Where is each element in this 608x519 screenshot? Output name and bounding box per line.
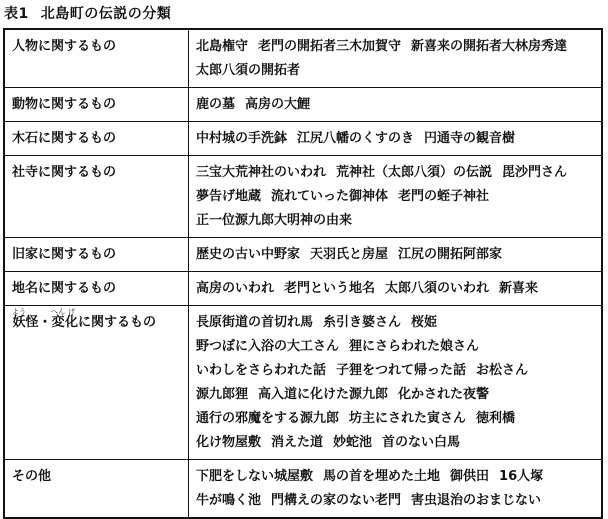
legend-item: 門構えの家のない老門 (271, 493, 402, 508)
legend-item: お松さん (476, 363, 529, 378)
items-cell (189, 88, 603, 122)
category-cell: その他 (4, 460, 189, 519)
legend-item: 子狸をつれて帰った話 (336, 363, 467, 378)
legend-item: 歴史の古い中野家 (196, 247, 301, 262)
legend-item: 牛が鳴く池 (196, 493, 262, 508)
legend-item: 太郎八須の開拓者 (196, 63, 301, 78)
items-cell (189, 460, 603, 519)
legend-item: 円通寺の観音樹 (424, 131, 516, 146)
legend-item: 太郎八須のいわれ (385, 281, 490, 296)
legend-item: 妙蛇池 (333, 435, 373, 450)
items-cell (189, 272, 603, 306)
table-caption (4, 3, 171, 23)
legend-item: 野つぼに入浴の大工さん (196, 339, 340, 354)
table-row (4, 306, 602, 460)
legend-item: 通行の邪魔をする源九郎 (196, 411, 340, 426)
legend-item: 鹿の墓 (196, 97, 236, 112)
category-cell: 妖よう怪・変へん化げに関するもの (4, 306, 189, 460)
category-cell: 旧家に関するもの (4, 238, 189, 272)
legend-item: 荒神社（太郎八須）の伝説 (336, 165, 493, 180)
table-row (4, 238, 602, 272)
legend-item: 徳利橋 (476, 411, 516, 426)
legend-item: 新喜来 (499, 281, 539, 296)
legend-item: 源九郎狸 (196, 387, 249, 402)
table-row (4, 156, 602, 238)
table-number: 表1 (4, 6, 29, 22)
category-cell: 人物に関するもの (4, 29, 189, 88)
legend-item: 坊主にされた寅さん (349, 411, 467, 426)
legend-item: 首のない白馬 (382, 435, 461, 450)
items-cell (189, 306, 603, 460)
legend-item: 狸にさらわれた娘さん (349, 339, 480, 354)
legend-item: 江尻八幡のくすのき (297, 131, 415, 146)
legend-item: 老門の蛭子神社 (398, 189, 490, 204)
legend-item: 害虫退治のおまじない (411, 493, 542, 508)
legend-item: 江尻の開拓阿部家 (398, 247, 503, 262)
legend-item: 三宝大荒神社のいわれ (196, 165, 327, 180)
legend-item: 北島権守 (196, 39, 249, 54)
legend-item: 高房のいわれ (196, 281, 275, 296)
items-cell (189, 238, 603, 272)
legend-item: 化け物屋敷 (196, 435, 262, 450)
table-row (4, 29, 602, 88)
table-title: 北島町の伝説の分類 (40, 6, 172, 22)
table-row (4, 88, 602, 122)
legend-item: 中村城の手洗鉢 (196, 131, 288, 146)
legend-item: 老門の開拓者三木加賀守 (258, 39, 402, 54)
table-row (4, 272, 602, 306)
legend-item: 消えた道 (271, 435, 324, 450)
legend-item: 新喜来の開拓者大林房秀達 (411, 39, 568, 54)
legend-item: 糸引き婆さん (323, 315, 402, 330)
legend-item: 夢告げ地蔵 (196, 189, 262, 204)
table-row (4, 122, 602, 156)
category-cell: 木石に関するもの (4, 122, 189, 156)
legend-item: 高入道に化けた源九郎 (258, 387, 389, 402)
legend-item: 毘沙門さん (502, 165, 568, 180)
legend-item: 天羽氏と房屋 (310, 247, 389, 262)
legend-classification-table (3, 28, 603, 519)
legend-item: 正一位源九郎大明神の由来 (196, 213, 353, 228)
legend-item: 高房の大鯉 (245, 97, 311, 112)
table-row (4, 460, 602, 519)
legend-item: 馬の首を埋めた土地 (323, 469, 441, 484)
items-cell (189, 29, 603, 88)
category-cell: 地名に関するもの (4, 272, 189, 306)
items-cell (189, 156, 603, 238)
legend-item: 化かされた夜警 (398, 387, 490, 402)
items-cell (189, 122, 603, 156)
category-cell: 動物に関するもの (4, 88, 189, 122)
legend-item: 桜姫 (411, 315, 438, 330)
legend-item: 老門という地名 (284, 281, 376, 296)
legend-item: 下肥をしない城屋敷 (196, 469, 314, 484)
category-cell: 社寺に関するもの (4, 156, 189, 238)
legend-item: 御供田 (450, 469, 490, 484)
table-body (4, 29, 602, 518)
legend-item: 長原街道の首切れ馬 (196, 315, 314, 330)
legend-item: 流れていった御神体 (271, 189, 389, 204)
legend-item: いわしをさらわれた話 (196, 363, 327, 378)
legend-item: 16人塚 (499, 469, 544, 484)
